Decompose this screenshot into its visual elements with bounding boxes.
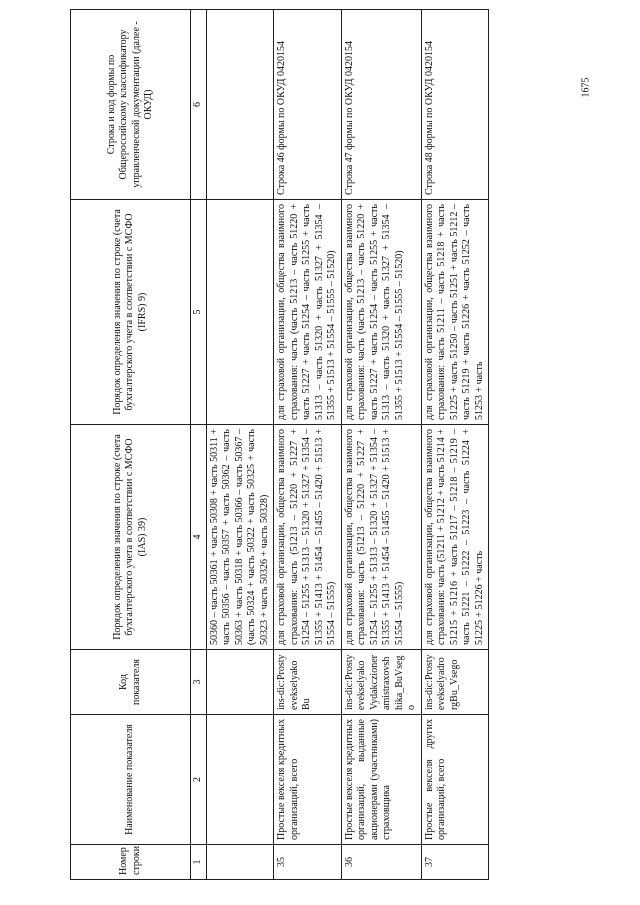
table-row [421,10,489,880]
indicator-name-cell: Простые векселя кредитных организаций, всего [274,715,342,845]
rotated-table-container [70,10,600,880]
indicator-code-cell: ins-dic:ProstyevekselyadrorgBu_Vsego [421,650,489,715]
header-procedure-ias39: Порядок определения значения по строке (счета бухгалтерского учета в соответствии с МСФО (IAS) 39) [71,425,191,650]
header-procedure-ifrs9: Порядок определения значения по строке (счета бухгалтерского учета в соответствии с МСФО (IFRS) 9) [71,200,191,425]
indicators-table [70,9,489,880]
page-number: 1675 [580,77,592,98]
column-index: 2 [191,715,207,845]
procedure-ias39-cell: для страховой организации, общества взаимного страхования: часть (51213 – 51220 + 51227 + 51254 – 51255 + 51313 – 51320 + 51327 + 51354 – 51355 + 51413 + 51454 – 51455 – 51420 + 51513 + 51554 – 51555) [274,425,342,650]
procedure-ifrs9-cell: для страховой организации, общества взаимного страхования: часть (часть 51213 – часть 51220 + часть 51227 + часть 51254 – часть 51255 + часть 51313 – часть 51320 + часть 51327 + 51354 – 51355 + 51513 + 51554 – 51555 – 51520) [274,200,342,425]
table-row-continuation [206,10,274,880]
indicator-code-cell: ins-dic:ProstyevekselyakoBu [274,650,342,715]
column-index: 6 [191,10,207,200]
procedure-ifrs9-cell [206,200,274,425]
table-row [341,10,421,880]
okud-form-cell: Строка 47 формы по ОКУД 0420154 [341,10,421,200]
header-row [71,10,191,880]
column-index: 3 [191,650,207,715]
indicator-name-cell: Простые векселя кредитных организаций, выданные акционерами (участниками) страховщика [341,715,421,845]
indicator-code-cell: ins-dic:ProstyevekselyakoVydakczioneramistraxovshhika_BuVsego [341,650,421,715]
table-row [274,10,342,880]
procedure-ias39-cell: 50360 – часть 50361 + часть 50308 + часть 50311 + часть 50356 – часть 50357 + часть 50362 – часть 50363 + часть 50318 + часть 50366 – часть 50367 – (часть 50324 + часть 50322 + часть 50325 + часть 50323 + часть 50326 + часть 50328) [206,425,274,650]
header-indicator-name: Наименование показателя [71,715,191,845]
row-number-cell: 37 [421,845,489,880]
column-index: 5 [191,200,207,425]
indicator-name-cell [206,715,274,845]
header-indicator-code: Код показателя [71,650,191,715]
header-row-number: Номер строки [71,845,191,880]
row-number-cell [206,845,274,880]
column-index: 1 [191,845,207,880]
row-number-cell: 35 [274,845,342,880]
indicator-code-cell [206,650,274,715]
procedure-ias39-cell: для страховой организации, общества взаимного страхования: часть (51213 – 51220 + 51227 + 51254 – 51255 + 51313 – 51320 + 51327 + 51354 – 51355 + 51413 + 51454 – 51455 – 51420 + 51513 + 51554 – 51555) [341,425,421,650]
indicator-name-cell: Простые векселя других организаций, всего [421,715,489,845]
okud-form-cell: Строка 48 формы по ОКУД 0420154 [421,10,489,200]
okud-form-cell: Строка 46 формы по ОКУД 0420154 [274,10,342,200]
procedure-ifrs9-cell: для страховой организации, общества взаимного страхования: часть (часть 51213 – часть 51220 + часть 51227 + часть 51254 – часть 51255 + часть 51313 – часть 51320 + часть 51327 + 51354 – 51355 + 51513 + 51554 – 51555 – 51520) [341,200,421,425]
header-okud-form: Строка и код формы по Общероссийскому классификатору управленческой документации (далее - ОКУД) [71,10,191,200]
row-number-cell: 36 [341,845,421,880]
column-index: 4 [191,425,207,650]
procedure-ias39-cell: для страховой организации, общества взаимного страхования: часть (51211 + 51212 + часть 51214 + 51215 + 51216 + часть 51217 – 51218 – 51219 – часть 51221 – 51222 – 51223 – часть 51224 + 51225 + 51226 + часть [421,425,489,650]
column-index-row [191,10,207,880]
okud-form-cell [206,10,274,200]
procedure-ifrs9-cell: для страховой организации, общества взаимного страхования: часть 51211 – часть 51218 + часть 51225 + часть 51250 – часть 51251 + часть 51212 – часть 51219 + часть 51226 + часть 51252 – часть 51253 + часть [421,200,489,425]
